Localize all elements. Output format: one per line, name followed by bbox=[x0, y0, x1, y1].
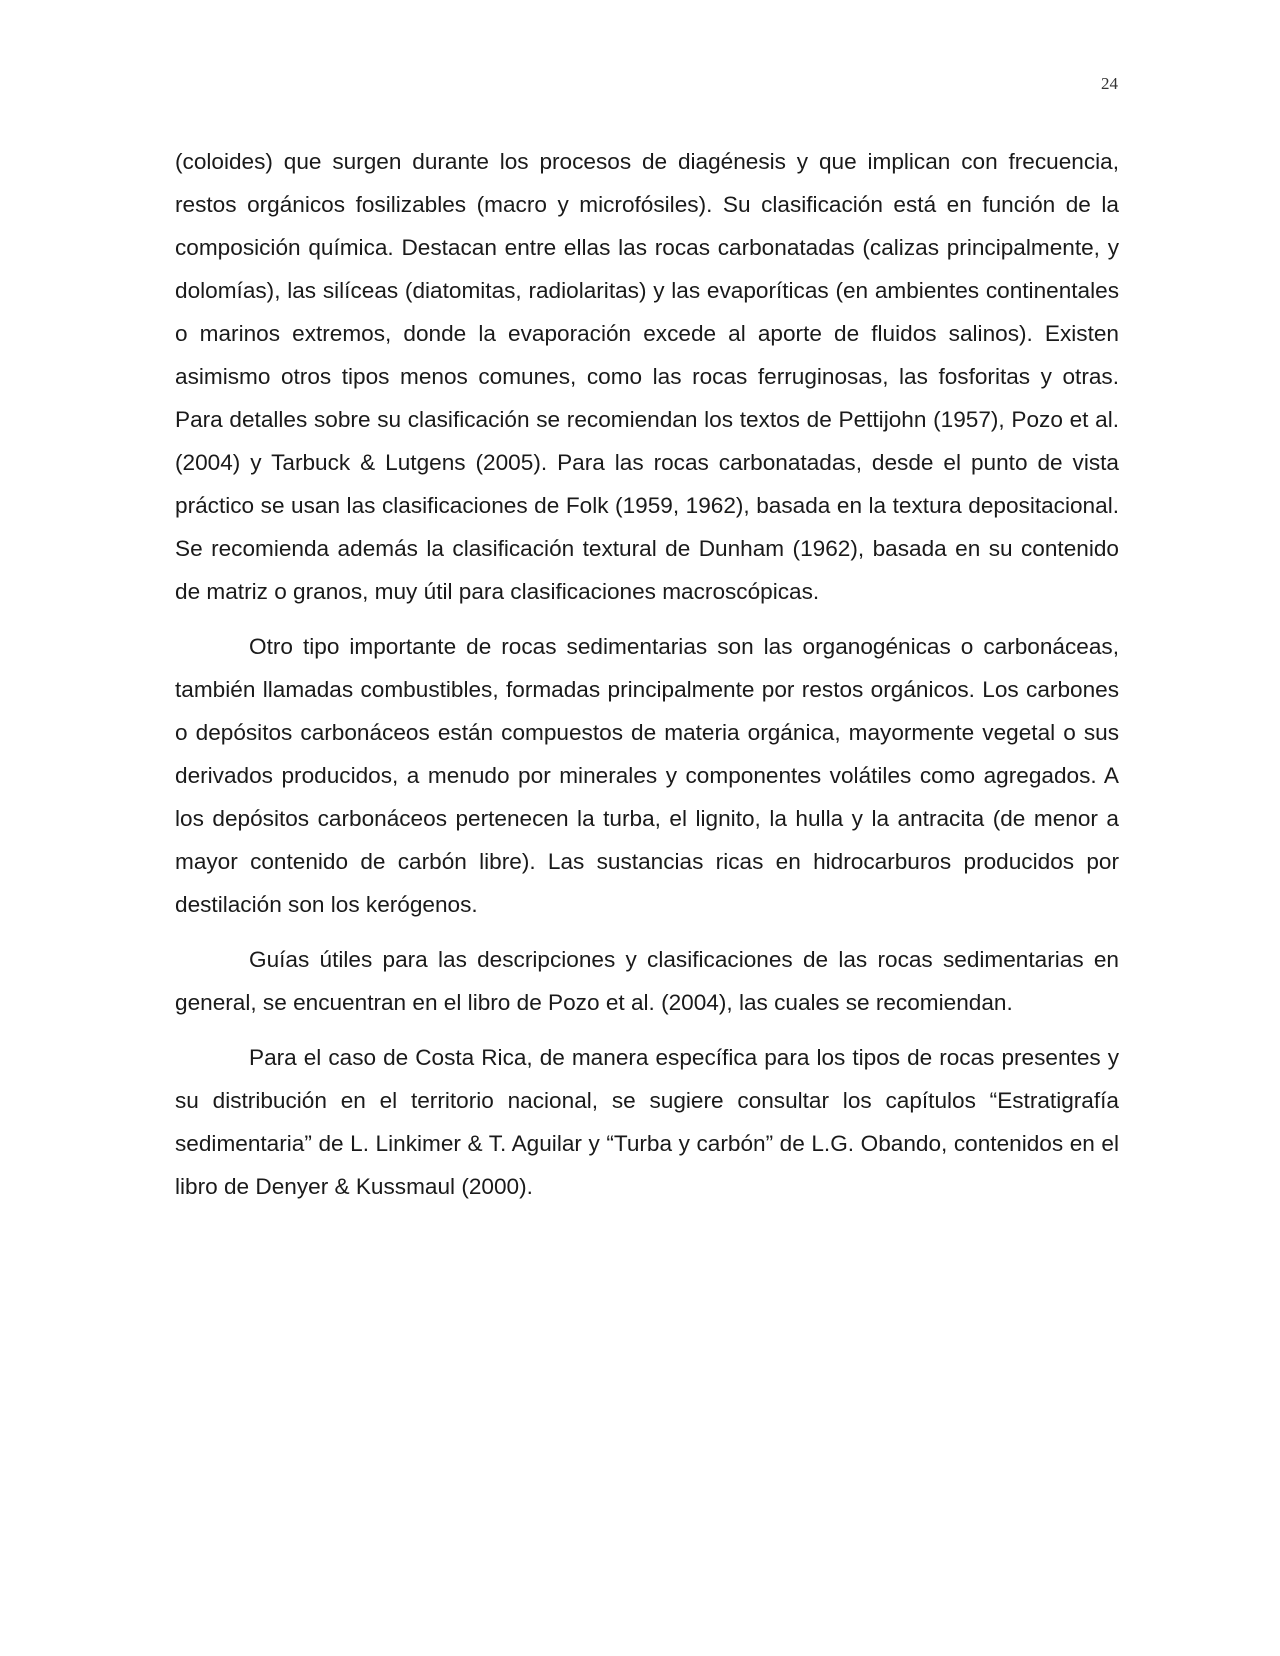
paragraph-guides: Guías útiles para las descripciones y clasificaciones de las rocas sedimentarias en general, se encuentran en el libro de Pozo et al. (2004), las cuales se recomiendan. bbox=[175, 947, 1119, 1015]
paragraph-continuation: (coloides) que surgen durante los procesos de diagénesis y que implican con frecuencia, restos orgánicos fosilizables (macro y microfósiles). Su clasificación está en función de la composición química. Destacan entre ellas las rocas carbonatadas (calizas principalmente, y dolomías), las silíceas (diatomitas, radiolaritas) y las evaporíticas (en ambientes continentales o marinos extremos, donde la evaporación excede al aporte de fluidos salinos). Existen asimismo otros tipos menos comunes, como las rocas ferruginosas, las fosforitas y otras. Para detalles sobre su clasificación se recomiendan los textos de Pettijohn (1957), Pozo et al. (2004) y Tarbuck & Lutgens (2005). Para las rocas carbonatadas, desde el punto de vista práctico se usan las clasificaciones de Folk (1959, 1962), basada en la textura depositacional. Se recomienda además la clasificación textural de Dunham (1962), basada en su contenido de matriz o granos, muy útil para clasificaciones macroscópicas. bbox=[175, 149, 1119, 604]
paragraph-organogenic-rocks: Otro tipo importante de rocas sedimentarias son las organogénicas o carbonáceas, también llamadas combustibles, formadas principalmente por restos orgánicos. Los carbones o depósitos carbonáceos están compuestos de materia orgánica, mayormente vegetal o sus derivados producidos, a menudo por minerales y componentes volátiles como agregados. A los depósitos carbonáceos pertenecen la turba, el lignito, la hulla y la antracita (de menor a mayor contenido de carbón libre). Las sustancias ricas en hidrocarburos producidos por destilación son los kerógenos. bbox=[175, 634, 1119, 917]
document-body bbox=[175, 140, 1119, 1220]
page-number: 24 bbox=[1101, 74, 1118, 93]
paragraph-costa-rica: Para el caso de Costa Rica, de manera específica para los tipos de rocas presentes y su distribución en el territorio nacional, se sugiere consultar los capítulos “Estratigrafía sedimentaria” de L. Linkimer & T. Aguilar y “Turba y carbón” de L.G. Obando, contenidos en el libro de Denyer & Kussmaul (2000). bbox=[175, 1045, 1119, 1199]
